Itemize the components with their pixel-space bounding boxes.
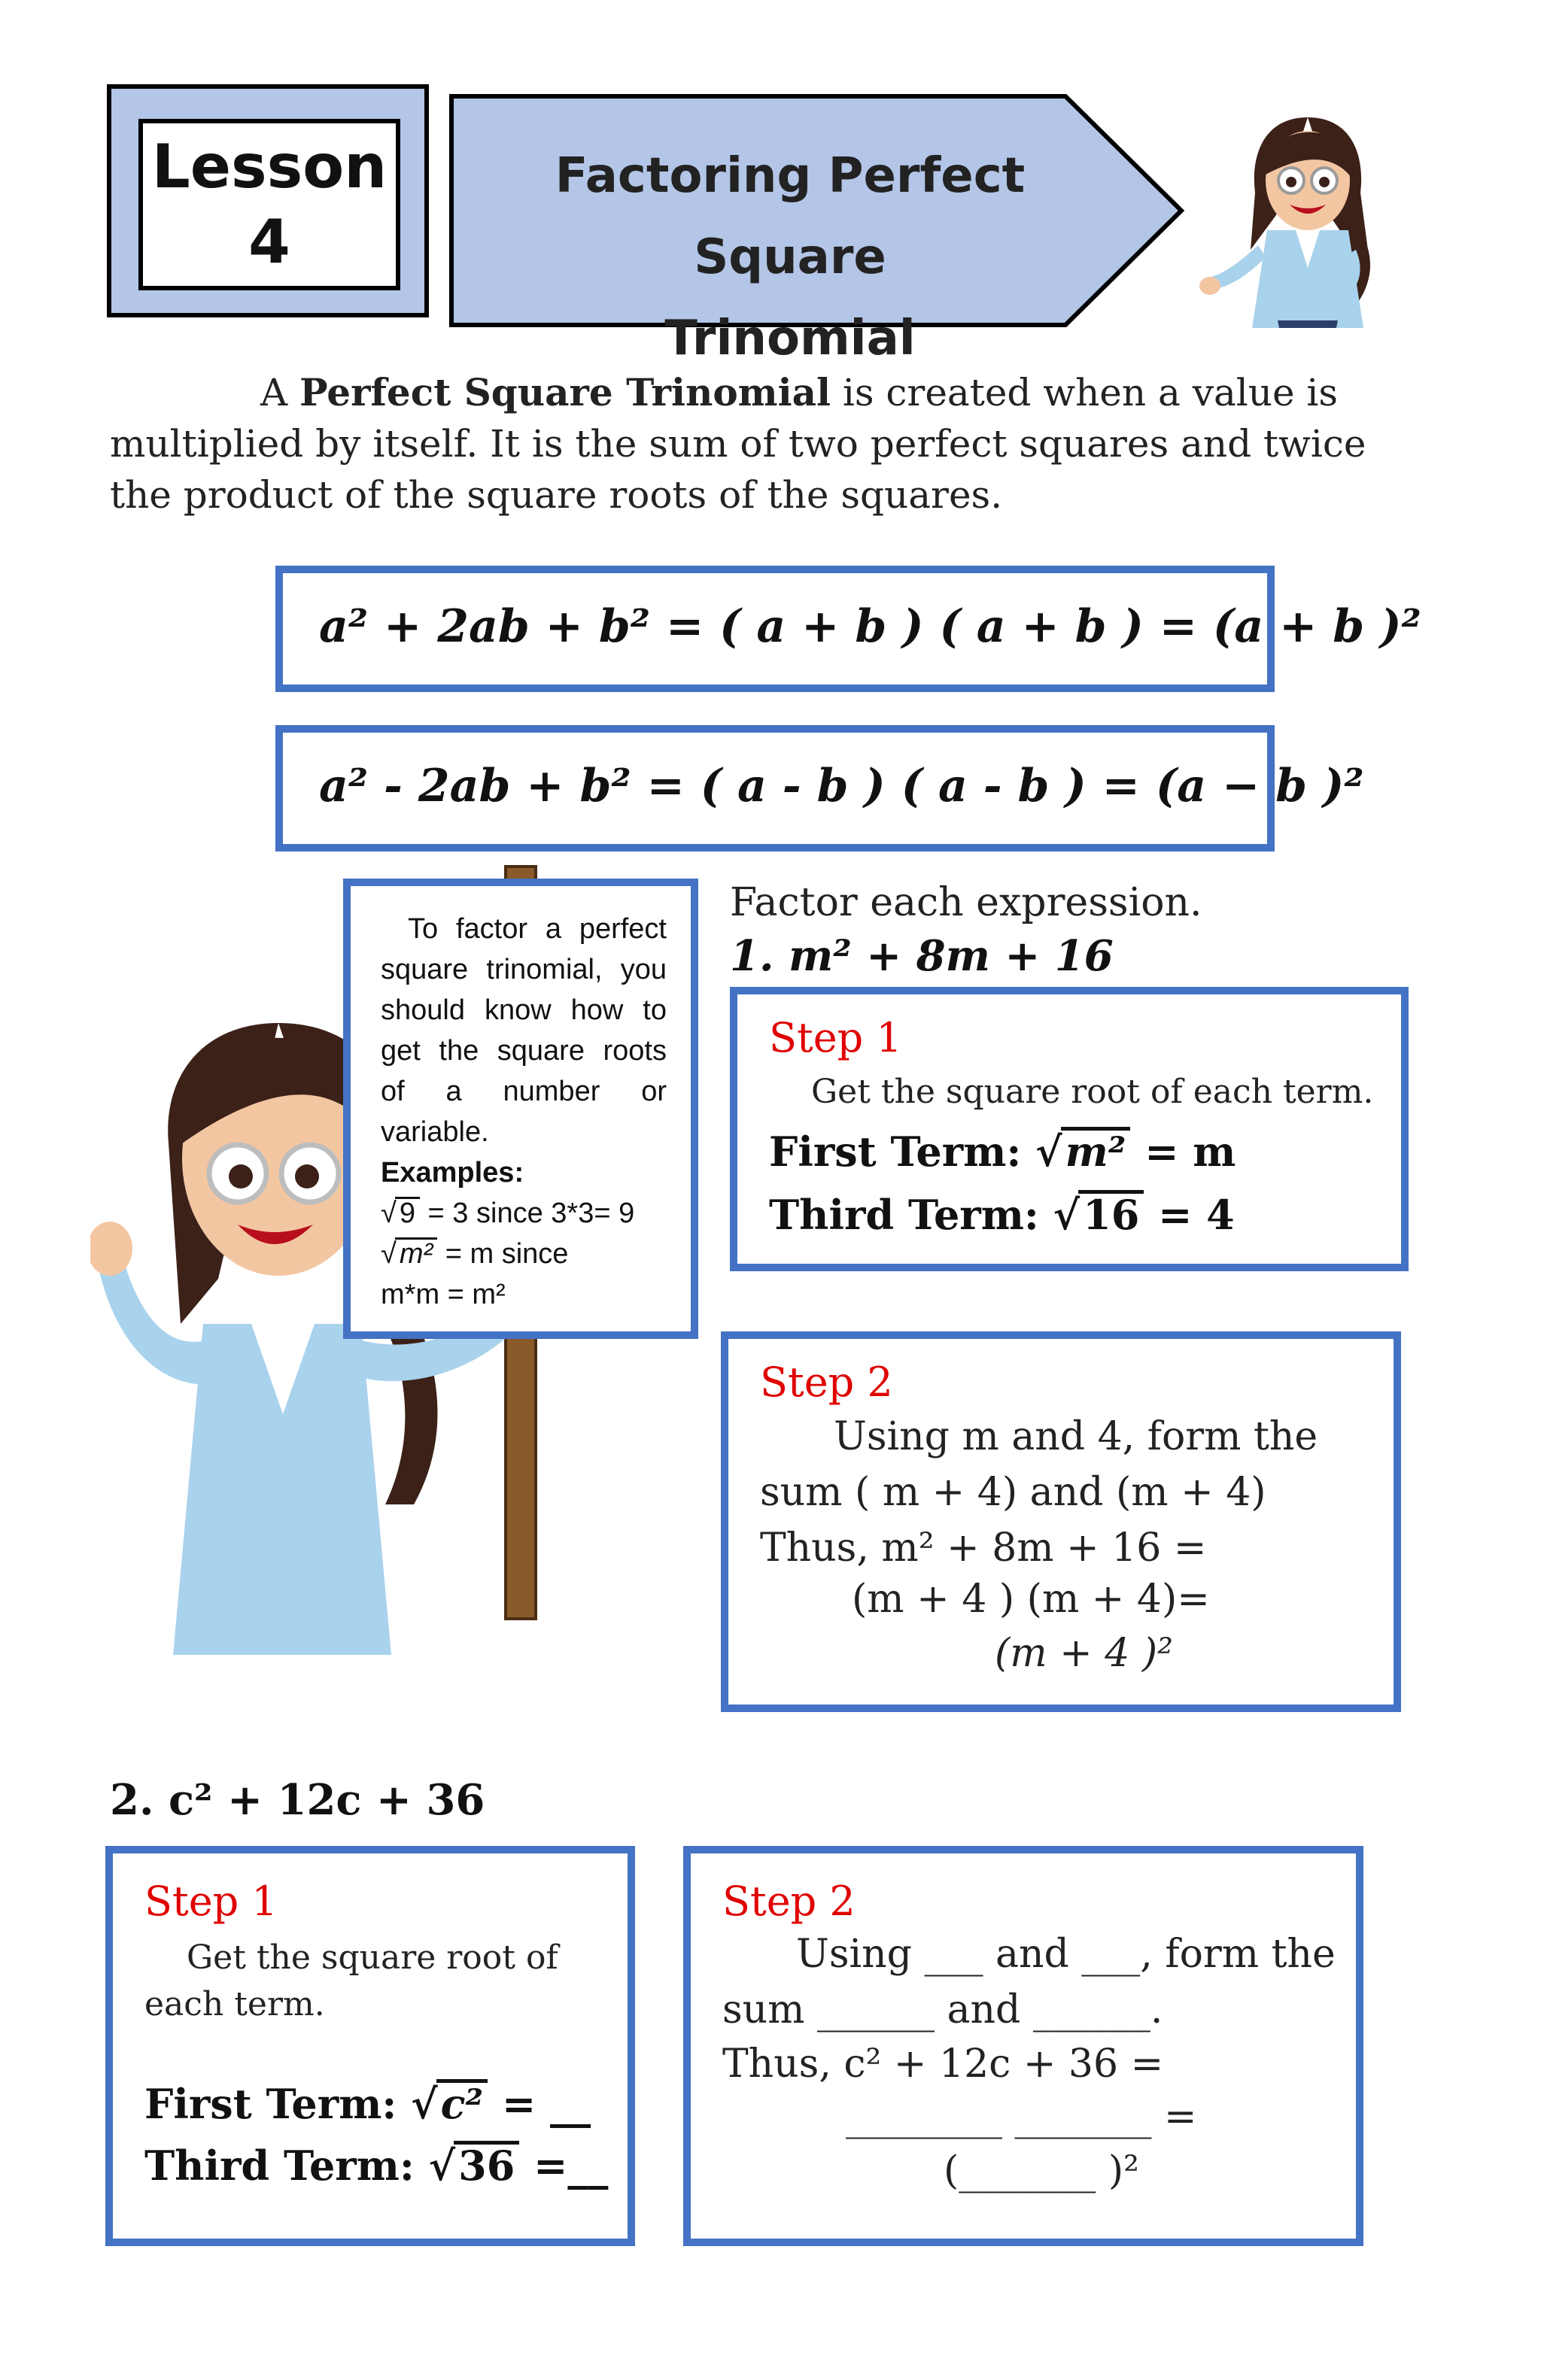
problem1-expression: 1. m² + 8m + 16 (730, 931, 1114, 981)
problem1-step2-box (721, 1331, 1401, 1712)
problem1-step2-title: Step 2 (760, 1358, 893, 1406)
problem2-step1-title: Step 1 (144, 1878, 278, 1925)
tip-example1-rest: = 3 since 3*3= 9 (420, 1198, 635, 1229)
problem2-step2-line4: ________ _______ = (846, 2094, 1197, 2139)
lesson-title-line1: Factoring Perfect Square (555, 148, 1026, 285)
lesson-title (467, 135, 1114, 379)
problem1-step2-line3: Thus, m² + 8m + 16 = (760, 1525, 1207, 1571)
problem1-first-term: First Term: √m² = m (769, 1128, 1236, 1176)
intro-term: Perfect Square Trinomial (299, 370, 831, 414)
problem2-step2-title: Step 2 (722, 1878, 856, 1925)
formula-difference-box (275, 725, 1364, 852)
lesson-label: Lesson (151, 132, 388, 202)
tip-example2-radicand: m² (395, 1237, 437, 1270)
tip-example1-radicand: 9 (395, 1197, 420, 1229)
intro-rest: is created when a value is multiplied by itself. It is the sum of two perfect squares and twice the product of the square roots of the squares. (110, 371, 1366, 517)
problem2-step2-line5: (_______ )² (944, 2148, 1139, 2193)
formula-sum: a² + 2ab + b² = ( a + b ) ( a + b ) = (a + b )² (319, 600, 1421, 653)
problem1-step2-line5: (m + 4 )² (995, 1631, 1173, 1676)
problem2-step2-line2: sum ______ and ______. (722, 1987, 1163, 2032)
lesson-title-line2: Trinomial (664, 311, 916, 366)
tip-examples-label: Examples: (381, 1157, 524, 1188)
problem1-step2-line2: sum ( m + 4) and (m + 4) (760, 1470, 1266, 1515)
problem2-step2-line1: Using ___ and ___, form the (796, 1932, 1336, 1977)
problem2-step1-box (105, 1846, 635, 2246)
problem2-first-term: First Term: √c² = __ (144, 2080, 591, 2128)
problem1-step2-line4: (m + 4 ) (m + 4)= (852, 1577, 1210, 1622)
problem2-expression: 2. c² + 12c + 36 (110, 1775, 485, 1825)
problem2-step1-instruction: Get the square root of each term. (144, 1938, 558, 2023)
tip-text: To factor a perfect square trinomial, you should know how to get the square roots of a number or variable. Examples: √ 9 = 3 since 3*3= 9 √ m² = m since m*m = m² (381, 909, 667, 1315)
tip-example2-line2: m*m = m² (381, 1279, 506, 1310)
formula-difference: a² - 2ab + b² = ( a - b ) ( a - b ) = (a − b )² (319, 760, 1364, 812)
problem1-step1-box (730, 987, 1409, 1271)
problem2-step2-box (683, 1846, 1363, 2246)
tip-paragraph: To factor a perfect square trinomial, you should know how to get the square roots of a number or variable. (381, 913, 667, 1148)
problem2-third-term: Third Term: √36 =__ (144, 2142, 609, 2190)
factor-prompt: Factor each expression. (730, 880, 1202, 925)
problem1-third-term: Third Term: √16 = 4 (769, 1191, 1235, 1239)
problem1-step2-line1: Using m and 4, form the (834, 1414, 1318, 1459)
lesson-badge (107, 84, 429, 317)
lesson-badge-inner (138, 119, 400, 290)
square-root-tip-card (343, 879, 698, 1339)
problem1-step1-instruction: Get the square root of each term. (811, 1073, 1374, 1111)
intro-paragraph (110, 367, 1419, 521)
lesson-number: 4 (248, 207, 290, 277)
tip-example2-rest: = m since (437, 1238, 569, 1270)
problem1-step1-title: Step 1 (769, 1014, 902, 1061)
teacher-avatar-small (1195, 102, 1412, 328)
intro-lead: A (260, 371, 288, 414)
formula-sum-box (275, 566, 1421, 692)
problem2-step2-line3: Thus, c² + 12c + 36 = (722, 2042, 1164, 2087)
